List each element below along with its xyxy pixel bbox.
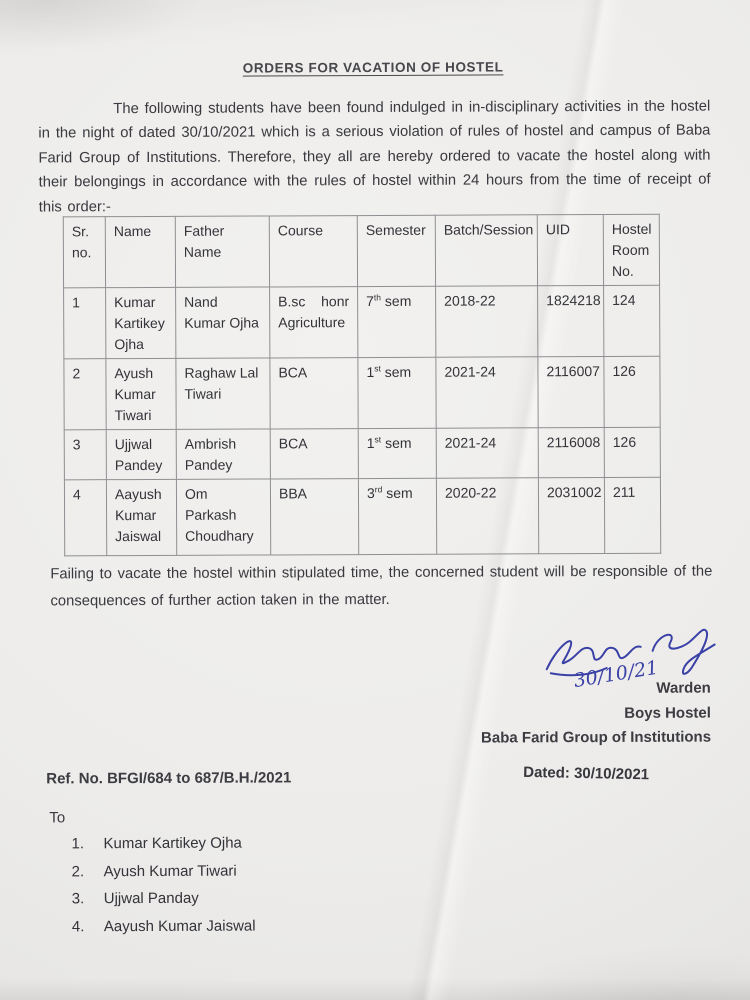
cell-room: 211 — [604, 477, 660, 553]
header-sr-no: Sr. no. — [63, 217, 105, 288]
header-hostel-room: Hostel Room No. — [603, 214, 659, 285]
recipient-name: Kumar Kartikey Ojha — [103, 834, 242, 853]
signatory-title: Warden — [656, 679, 711, 697]
cell-room: 124 — [604, 285, 660, 356]
recipient-name: Aayush Kumar Jaiswal — [103, 917, 256, 935]
cell-uid: 2031002 — [538, 477, 604, 553]
cell-name: Ujjwal Pandey — [106, 429, 176, 479]
sem-word: sem — [386, 484, 413, 501]
signatory-department: Boys Hostel — [624, 704, 711, 722]
recipient-name: Ujjwal Panday — [103, 889, 199, 908]
cell-batch: 2021-24 — [436, 357, 538, 428]
cell-room: 126 — [604, 356, 660, 427]
cell-batch: 2021-24 — [436, 428, 538, 478]
cell-sr: 2 — [64, 359, 106, 430]
cell-batch: 2020-22 — [436, 478, 538, 554]
sem-number: 3 — [366, 485, 375, 502]
cell-course: BCA — [270, 358, 358, 429]
list-number: 2. — [71, 862, 85, 880]
table-header-row — [63, 214, 659, 288]
recipient-list — [71, 835, 255, 946]
table-row — [64, 356, 660, 430]
cell-batch: 2018-22 — [436, 286, 538, 357]
to-label: To — [49, 809, 66, 827]
intro-paragraph: The following students have been found indulged in in-disciplinary activities in the hostel in the night of dated 30/10/2021 which is a serious violation of rules of hostel and campus of Baba Farid Group of Institutions. Therefore, they all are hereby ordered to vacate the hostel along with their belongings in accordance with the rules of hostel within 24 hours from the time of receipt of this order:- — [38, 98, 711, 216]
sem-number: 7 — [366, 293, 374, 310]
header-course: Course — [269, 216, 357, 287]
signature-date: 30/10/21 — [572, 656, 660, 693]
cell-semester — [358, 357, 436, 428]
cell-father: Ambrish Pandey — [176, 429, 270, 479]
cell-father: Nand Kumar Ojha — [176, 287, 270, 358]
sem-number: 1 — [366, 435, 375, 452]
cell-sr: 4 — [64, 480, 106, 556]
cell-room: 126 — [604, 427, 660, 477]
cell-sr: 3 — [64, 430, 106, 480]
table-row — [64, 427, 660, 480]
table-row — [64, 477, 660, 556]
page-title: ORDERS FOR VACATION OF HOSTEL — [242, 59, 504, 76]
reference-number: Ref. No. BFGI/684 to 687/B.H./2021 — [46, 769, 292, 788]
table-row — [64, 285, 660, 359]
sem-word: sem — [384, 363, 412, 380]
header-semester: Semester — [357, 215, 435, 286]
cell-semester — [358, 428, 436, 478]
cell-name: Ayush Kumar Tiwari — [106, 358, 176, 429]
cell-sr: 1 — [64, 288, 106, 359]
cell-name: Aayush Kumar Jaiswal — [106, 479, 176, 555]
cell-name: Kumar Kartikey Ojha — [106, 287, 176, 358]
sem-word: sem — [384, 292, 412, 309]
signatory-block — [481, 677, 711, 752]
list-item — [72, 862, 256, 890]
signatory-institution: Baba Farid Group of Institutions — [481, 728, 712, 747]
list-item — [72, 890, 256, 918]
cell-course: BBA — [270, 479, 358, 555]
header-uid: UID — [537, 215, 603, 286]
header-name: Name — [105, 216, 175, 287]
list-number: 1. — [71, 835, 85, 853]
cell-father: Raghaw Lal Tiwari — [176, 358, 270, 429]
closing-paragraph: Failing to vacate the hostel within stipulated time, the concerned student will be responsible of the consequences of further action taken in the matter. — [50, 563, 713, 610]
sem-word: sem — [385, 434, 412, 451]
cell-course: BCA — [270, 429, 358, 479]
dated-line: Dated: 30/10/2021 — [523, 763, 650, 784]
list-item — [71, 835, 255, 863]
sem-ordinal: st — [374, 434, 382, 445]
cell-uid: 2116007 — [538, 356, 604, 427]
header-father-name: Father Name — [175, 216, 269, 287]
list-number: 3. — [71, 890, 85, 908]
sem-number: 1 — [366, 364, 375, 381]
cell-father: Om Parkash Choudhary — [176, 479, 270, 555]
list-item — [72, 917, 256, 945]
cell-uid: 2116008 — [538, 427, 604, 477]
sem-ordinal: rd — [374, 484, 383, 495]
sem-ordinal: st — [374, 363, 381, 374]
cell-semester — [358, 478, 436, 554]
list-number: 4. — [71, 917, 85, 935]
cell-uid: 1824218 — [538, 286, 604, 357]
cell-course: B.sc honr Agriculture — [270, 287, 358, 358]
cell-semester — [358, 286, 436, 357]
header-batch-session: Batch/Session — [435, 215, 537, 286]
students-table — [63, 214, 661, 557]
recipient-name: Ayush Kumar Tiwari — [103, 862, 237, 880]
sem-ordinal: th — [373, 292, 382, 303]
